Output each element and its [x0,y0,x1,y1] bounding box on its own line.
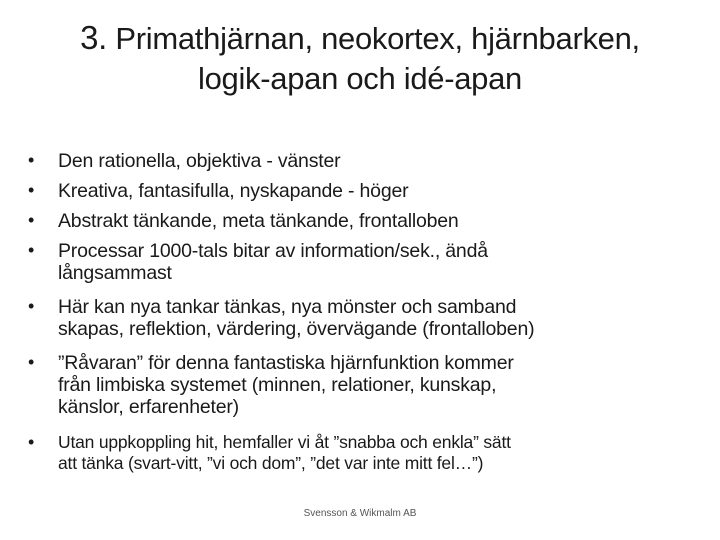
title-text-1: Primathjärnan, neokortex, hjärnbarken, [115,21,640,56]
bullet-line: Här kan nya tankar tänkas, nya mönster och samband [58,296,517,318]
title-number: 3. [80,19,108,56]
bullet-icon: • [28,150,35,170]
bullet-line: Utan uppkoppling hit, hemfaller vi åt ”snabba och enkla” sätt [58,432,511,452]
bullet-line: från limbiska systemet (minnen, relationer, kunskap, [58,374,497,396]
bullet-line: känslor, erfarenheter) [58,396,239,418]
title-line-2: logik-apan och idé-apan [197,61,522,96]
bullet-icon: • [28,180,35,200]
bullet-line: Processar 1000-tals bitar av information/sek., ändå [58,240,488,262]
slide-footer: Svensson & Wikmalm AB [303,508,417,519]
bullet-text [58,180,698,202]
bullet-text [58,296,698,340]
bullet-text [58,240,698,284]
bullet-line: Den rationella, objektiva - vänster [58,150,341,172]
bullet-line: Kreativa, fantasifulla, nyskapande - höger [58,180,409,202]
bullet-line: ”Råvaran” för denna fantastiska hjärnfunktion kommer [58,352,514,374]
slide-title [40,18,680,99]
bullet-icon: • [28,432,35,452]
bullet-icon: • [28,210,35,230]
bullet-line: att tänka (svart-vitt, ”vi och dom”, ”det var inte mitt fel…”) [58,453,484,473]
bullet-line: skapas, reflektion, värdering, övervägande (frontalloben) [58,318,535,340]
bullet-icon: • [28,352,35,372]
bullet-line: Abstrakt tänkande, meta tänkande, frontalloben [58,210,459,232]
bullet-text [58,210,698,232]
bullet-text [58,150,698,172]
title-line-1 [80,21,640,56]
bullet-line: långsammast [58,262,172,284]
bullet-text [58,352,698,418]
bullet-icon: • [28,240,35,260]
bullet-text [58,432,698,474]
bullet-icon: • [28,296,35,316]
